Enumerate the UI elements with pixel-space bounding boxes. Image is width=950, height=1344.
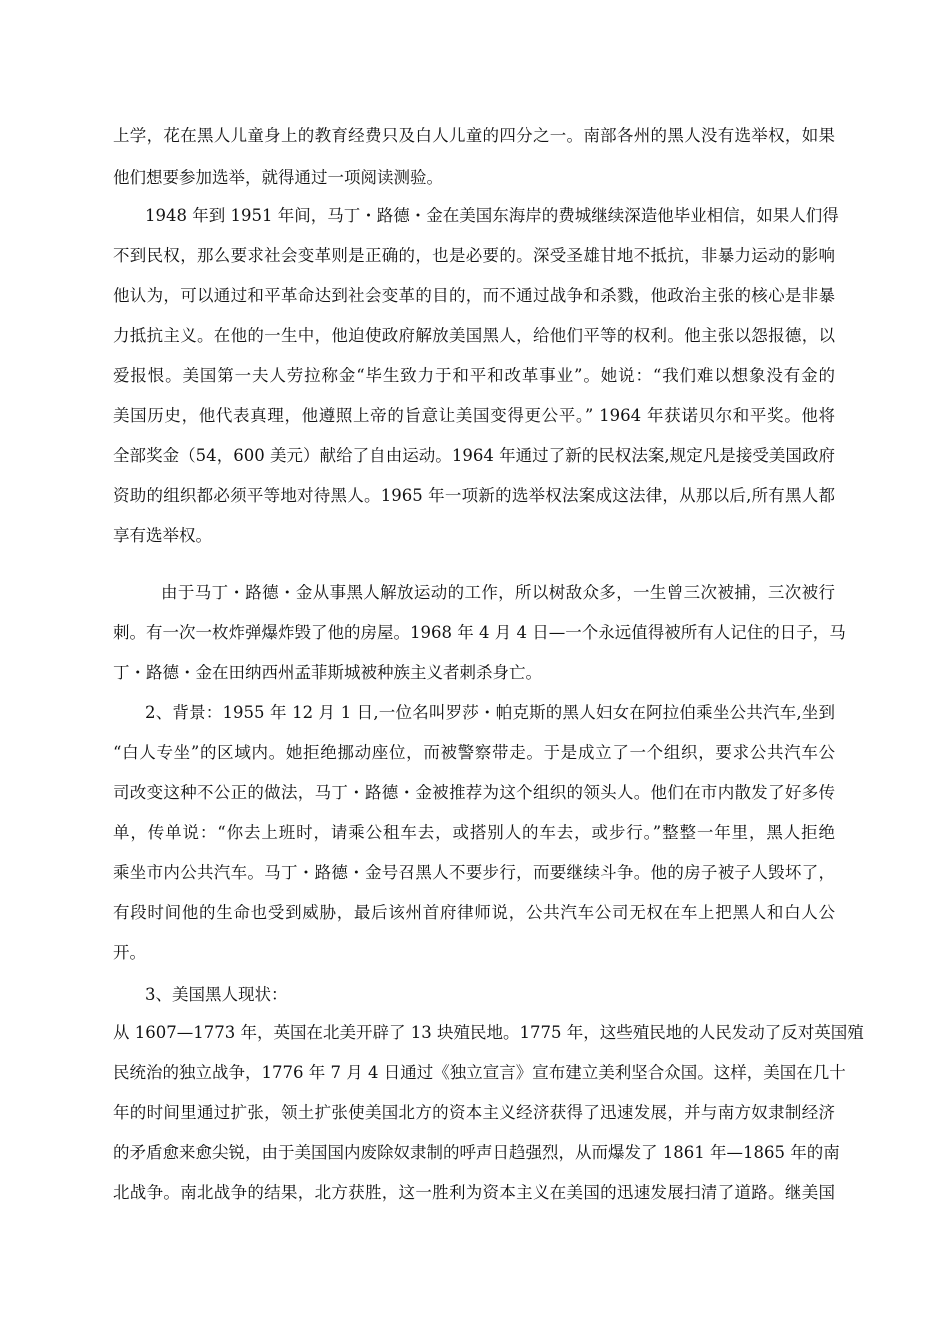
text-line: 的矛盾愈来愈尖锐，由于美国国内废除奴隶制的呼声日趋强烈，从而爆发了 1861 年—1865 年的南	[113, 1143, 840, 1162]
text-line: 美国历史，他代表真理，他遵照上帝的旨意让美国变得更公平。” 1964 年获诺贝尔和平奖。他将	[113, 406, 835, 425]
text-line: 上学，花在黑人儿童身上的教育经费只及白人儿童的四分之一。南部各州的黑人没有选举权，如果	[113, 126, 835, 145]
text-line: 民统治的独立战争，1776 年 7 月 4 日通过《独立宣言》宣布建立美利坚合众国。这样，美国在几十	[113, 1063, 846, 1082]
text-line: 北战争。南北战争的结果，北方获胜，这一胜利为资本主义在美国的迅速发展扫清了道路。继美国	[113, 1183, 835, 1202]
text-line: 单，传单说：“你去上班时，请乘公租车去，或搭别人的车去，或步行。”整整一年里，黑人拒绝	[113, 823, 835, 842]
text-line: 他们想要参加选举，就得通过一项阅读测验。	[113, 168, 443, 187]
text-line: 2、背景：1955 年 12 月 1 日,一位名叫罗莎・帕克斯的黑人妇女在阿拉伯乘坐公共汽车,坐到	[145, 703, 835, 722]
text-line: 丁・路德・金在田纳西州孟菲斯城被种族主义者刺杀身亡。	[113, 663, 542, 682]
text-line: 资助的组织都必须平等地对待黑人。1965 年一项新的选举权法案成这法律，从那以后,所有黑人都	[113, 486, 835, 505]
text-line: 乘坐市内公共汽车。马丁・路德・金号召黑人不要步行，而要继续斗争。他的房子被子人毁坏了，	[113, 863, 835, 882]
text-line: 享有选举权。	[113, 526, 212, 545]
section-heading: 3、美国黑人现状：	[145, 985, 288, 1004]
text-line: 全部奖金（54，600 美元）献给了自由运动。1964 年通过了新的民权法案,规定凡是接受美国政府	[113, 446, 835, 465]
text-line: 不到民权，那么要求社会变革则是正确的，也是必要的。深受圣雄甘地不抵抗，非暴力运动的影响	[113, 246, 835, 265]
text-line: 有段时间他的生命也受到威胁，最后该州首府律师说，公共汽车公司无权在车上把黑人和白人公	[113, 903, 835, 922]
text-line: 开。	[113, 943, 146, 962]
text-line: 由于马丁・路德・金从事黑人解放运动的工作，所以树敌众多，一生曾三次被捕，三次被行	[161, 583, 835, 602]
text-line: 爱报恨。美国第一夫人劳拉称金“毕生致力于和平和改革事业”。她说：“我们难以想象没有金的	[113, 366, 835, 385]
text-line: 1948 年到 1951 年间，马丁・路德・金在美国东海岸的费城继续深造他毕业相信，如果人们得	[145, 206, 839, 225]
text-line: 年的时间里通过扩张，领土扩张使美国北方的资本主义经济获得了迅速发展，并与南方奴隶制经济	[113, 1103, 835, 1122]
text-line: 司改变这种不公正的做法，马丁・路德・金被推荐为这个组织的领头人。他们在市内散发了好多传	[113, 783, 835, 802]
text-line: 力抵抗主义。在他的一生中，他迫使政府解放美国黑人，给他们平等的权利。他主张以怨报德，以	[113, 326, 835, 345]
text-line: “白人专坐”的区域内。她拒绝挪动座位，而被警察带走。于是成立了一个组织，要求公共汽车公	[113, 743, 835, 762]
text-line: 他认为，可以通过和平革命达到社会变革的目的，而不通过战争和杀戮，他政治主张的核心是非暴	[113, 286, 835, 305]
text-line: 刺。有一次一枚炸弹爆炸毁了他的房屋。1968 年 4 月 4 日—一个永远值得被所有人记住的日子，马	[113, 623, 846, 642]
text-line: 从 1607—1773 年，英国在北美开辟了 13 块殖民地。1775 年，这些殖民地的人民发动了反对英国殖	[113, 1023, 864, 1042]
